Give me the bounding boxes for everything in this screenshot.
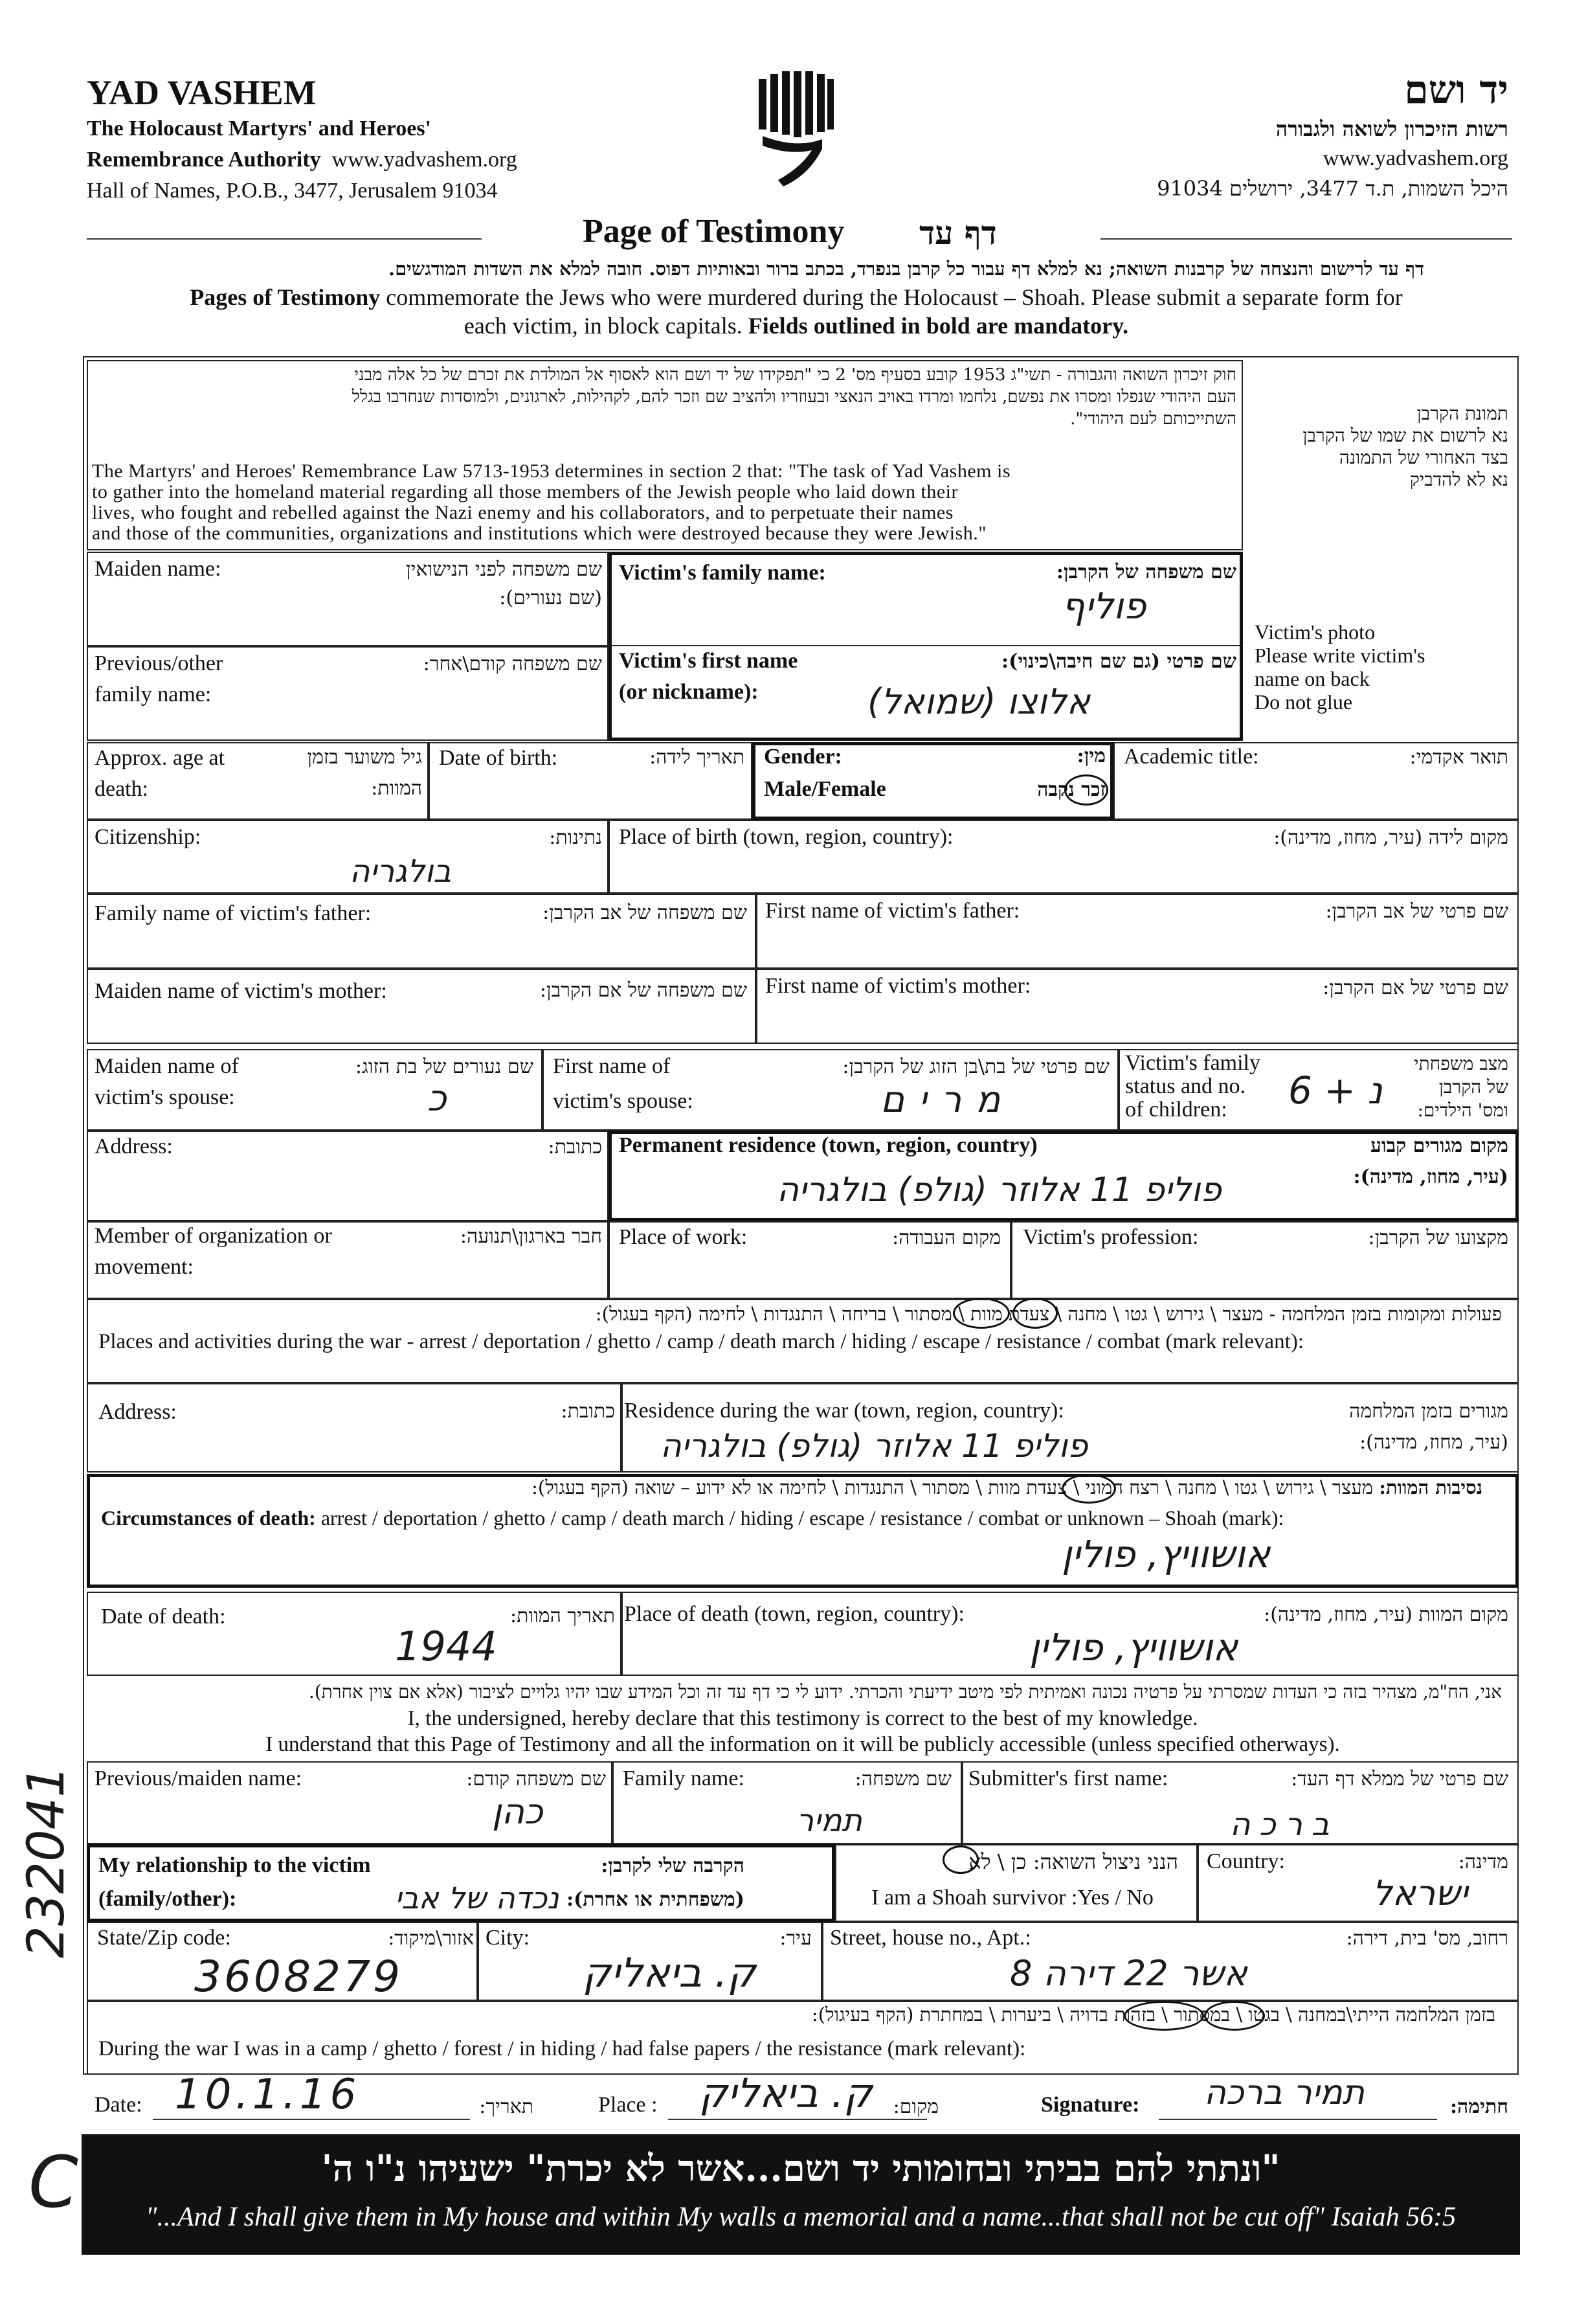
photo-en-3: name on back — [1255, 667, 1370, 690]
organization-label-2: movement: — [95, 1255, 194, 1279]
submitter-family-name-label: Family name: — [623, 1766, 744, 1790]
organization-label-1: Member of organization or — [95, 1224, 332, 1248]
form-title-he: דף עד — [919, 214, 997, 252]
father-first-label-he: שם פרטי של אב הקרבן: — [1325, 900, 1508, 923]
zip-value[interactable]: 3608279 — [194, 1952, 403, 2002]
dob-label: Date of birth: — [439, 746, 558, 770]
title-rule-right — [1100, 238, 1512, 240]
death-place-label: Place of death (town, region, country): — [624, 1602, 965, 1626]
permanent-residence-value[interactable]: פוליפ 11 אלוזר (גולפ) בולגריה — [777, 1171, 1222, 1210]
death-date-value[interactable]: 1944 — [395, 1623, 497, 1670]
father-first-label: First name of victim's father: — [765, 899, 1020, 923]
war-camp-circle[interactable] — [953, 1298, 1010, 1329]
war-activities-he: פעולות ומקומות בזמן המלחמה - מעצר \ גירוש \ גטו \ מחנה \ צעדת מוות \ מסתור \ בריחה \ התנגדות \ לחימה (הקף בעגול): — [595, 1303, 1502, 1325]
family-name-value[interactable]: פוליף — [1062, 585, 1146, 627]
mother-first-label: First name of victim's mother: — [765, 974, 1031, 998]
submitter-first-name-label-he: שם פרטי של ממלא דף העד: — [1291, 1768, 1508, 1790]
relationship-label-2: (family/other): — [98, 1887, 237, 1911]
age-label-2: death: — [95, 777, 149, 801]
photo-he-2: נא לרשום את שמו של הקרבן — [1302, 425, 1508, 446]
place-line — [668, 2119, 927, 2120]
street-label-he: רחוב, מס' בית, דירה: — [1346, 1927, 1508, 1950]
war-residence-label: Residence during the war (town, region, country): — [624, 1399, 1064, 1423]
place-value[interactable]: ק. ביאליק — [699, 2070, 873, 2117]
age-label-he-1: גיל משוער בזמן — [307, 746, 422, 769]
address-en: Hall of Names, P.O.B., 3477, Jerusalem 91034 — [87, 179, 498, 203]
spouse-first-label-2: victim's spouse: — [553, 1089, 693, 1113]
spouse-first-label-he: שם פרטי של בת\בן הזוג של הקרבן: — [842, 1055, 1110, 1078]
spouse-maiden-label-1: Maiden name of — [95, 1054, 239, 1078]
profession-label-he: מקצועו של הקרבן: — [1368, 1226, 1508, 1249]
country-label: Country: — [1207, 1849, 1285, 1873]
street-label: Street, house no., Apt.: — [830, 1926, 1031, 1950]
age-label-1: Approx. age at — [95, 746, 225, 770]
war-residence-label-he-2: (עיר, מחוז, מדינה): — [1359, 1431, 1508, 1454]
permanent-residence-label-he-1: מקום מגורים קבוע — [1370, 1134, 1508, 1157]
war-status-hiding-circle[interactable] — [1204, 2001, 1265, 2031]
mother-maiden-label: Maiden name of victim's mother: — [95, 979, 387, 1003]
footer-quote-en: "...And I shall give them in My house and within My walls a memorial and a name...that shall not be cut off" Isaiah 56:5 — [145, 2202, 1457, 2232]
relationship-label-he-2: (משפחתית או אחרת): — [566, 1888, 744, 1911]
maiden-name-label: Maiden name: — [95, 557, 221, 581]
gender-label-he-2: זכר נקבה — [1037, 778, 1106, 801]
family-status-value[interactable]: נ + 6 — [1288, 1068, 1383, 1112]
address-label-he: כתובת: — [548, 1136, 602, 1158]
signature-label-he: חתימה: — [1449, 2095, 1508, 2118]
death-circumstances-en: Circumstances of death: arrest / deportation / ghetto / camp / death march / hiding / escape / resistance / combat or unknown – Shoah (mark): — [101, 1506, 1284, 1529]
submitter-prev-name-label: Previous/maiden name: — [95, 1766, 302, 1790]
war-residence-value[interactable]: פוליפ 11 אלוזר (גולפ) בולגריה — [660, 1427, 1088, 1465]
workplace-label: Place of work: — [619, 1225, 748, 1249]
date-line — [153, 2119, 470, 2120]
citizenship-value[interactable]: בולגריה — [350, 853, 452, 890]
first-name-label-he: שם פרטי (גם שם חיבה\כינוי): — [1001, 650, 1236, 673]
country-label-he: מדינה: — [1458, 1851, 1508, 1873]
first-name-label-1: Victim's first name — [619, 649, 798, 673]
citizenship-label-he: נתינות: — [549, 826, 602, 849]
academic-title-label-he: תואר אקדמי: — [1409, 746, 1508, 769]
law-he-3: השתייכותם לעם היהודי". — [1070, 409, 1236, 429]
margin-letter: C — [28, 2141, 78, 2224]
academic-title-label: Academic title: — [1124, 745, 1259, 769]
authority-he: רשות הזיכרון לשואה ולגבורה — [1275, 117, 1508, 141]
gender-label-2: Male/Female — [764, 777, 886, 801]
address-he: היכל השמות, ת.ד 3477, ירושלים 91034 — [1157, 176, 1508, 201]
declaration-en-2: I understand that this Page of Testimony and all the information on it will be publicly accessible (unless specified otherways). — [265, 1733, 1340, 1756]
relationship-label-he-1: הקרבה שלי לקרבן: — [601, 1855, 744, 1877]
father-family-label-he: שם משפחה של אב הקרבן: — [542, 901, 747, 924]
place-label-he: מקום: — [893, 2095, 939, 2118]
city-value[interactable]: ק. ביאליק — [583, 1949, 756, 1996]
family-status-label-he-2: של הקרבן — [1438, 1076, 1508, 1098]
gender-male-circle[interactable] — [1064, 774, 1108, 806]
previous-name-label-1: Previous/other — [95, 651, 223, 675]
workplace-label-he: מקום העבודה: — [892, 1226, 1001, 1249]
signature-value[interactable]: תמיר ברכה — [1204, 2073, 1365, 2112]
declaration-he: אני, הח"מ, מצהיר בזה כי העדות שמסרתי על פרטיה נכונה ואמיתית לפי מיטב ידיעתי והכרתי. ידוע לי כי דף עד זה וכל המידע שבו יהיו גלויים לציבור (אלא אם צוין אחרת). — [308, 1681, 1502, 1702]
law-en-2: to gather into the homeland material regarding all those members of the Jewish people who laid down their — [92, 481, 958, 502]
intro-he: דף עד לרישום והנצחה של קרבנות השואה; נא למלא דף עבור כל קרבן בנפרד, בכתב ברור ובאותיות דפוס. חובה למלא את השדות המודגשים. — [388, 258, 1424, 280]
photo-en-4: Do not glue — [1255, 690, 1353, 714]
law-en-1: The Martyrs' and Heroes' Remembrance Law 5713-1953 determines in section 2 that: "The task of Yad Vashem is — [92, 460, 1011, 482]
spouse-maiden-label-2: victim's spouse: — [95, 1085, 235, 1109]
place-label: Place : — [598, 2093, 658, 2117]
permanent-residence-label: Permanent residence (town, region, country) — [619, 1133, 1038, 1157]
survivor-label-he: הנני ניצול השואה: כן \ לא — [968, 1849, 1178, 1874]
family-status-label-he-3: ומס' הילדים: — [1417, 1100, 1508, 1121]
zip-label-he: אזור\מיקוד: — [388, 1927, 474, 1950]
father-family-label: Family name of victim's father: — [95, 901, 372, 925]
date-label-he: תאריך: — [479, 2095, 533, 2118]
age-label-he-2: המוות: — [371, 777, 422, 800]
law-he-1: חוק זיכרון השואה והגבורה - תשי"ג 1953 קובע בסעיף מס' 2 כי "תפקידו של יד ושם הוא לאסוף אל המולדת את זכרם של כל אלה מבני — [354, 365, 1236, 385]
survivor-yes-circle[interactable] — [943, 1845, 979, 1874]
organization-label-he: חבר בארגון\תנועה: — [460, 1225, 602, 1248]
law-en-3: lives, who fought and rebelled against the Nazi enemy and his collaborators, and to perpetuate their names — [92, 502, 954, 523]
death-date-label-he: תאריך המוות: — [510, 1605, 615, 1627]
death-camp-circle[interactable] — [1062, 1474, 1116, 1504]
citizenship-label: Citizenship: — [95, 825, 201, 849]
street-value[interactable]: אשר 22 דירה 8 — [1010, 1953, 1247, 1994]
spouse-maiden-label-he: שם נעורים של בת הזוג: — [355, 1055, 533, 1078]
city-label: City: — [486, 1926, 530, 1950]
photo-en-1: Victim's photo — [1255, 620, 1376, 644]
death-place-label-he: מקום המוות (עיר, מחוז, מדינה): — [1264, 1603, 1508, 1626]
dob-label-he: תאריך לידה: — [649, 746, 744, 769]
submitter-family-name-value[interactable]: תמיר — [796, 1803, 862, 1839]
relationship-label-1: My relationship to the victim — [98, 1853, 371, 1877]
date-label: Date: — [95, 2093, 142, 2117]
photo-he-4: נא לא להדביק — [1409, 469, 1508, 490]
authority-line-2: Remembrance Authority www.yadvashem.org — [87, 148, 517, 172]
form-title-en: Page of Testimony — [583, 213, 845, 250]
birthplace-label: Place of birth (town, region, country): — [619, 825, 954, 849]
submitter-family-name-label-he: שם משפחה: — [854, 1768, 952, 1790]
family-status-label-2: status and no. — [1125, 1074, 1246, 1098]
death-place-value[interactable]: אושוויץ, פולין — [1029, 1625, 1238, 1669]
war-ghetto-circle[interactable] — [1012, 1298, 1058, 1329]
signature-label: Signature: — [1041, 2093, 1140, 2117]
submitter-first-name-label: Submitter's first name: — [968, 1766, 1168, 1790]
maiden-name-label-he: שם משפחה לפני הנישואין — [405, 558, 602, 581]
victim-name-divider — [609, 645, 1243, 646]
family-name-label-he: שם משפחה של הקרבן: — [1056, 561, 1236, 583]
footer-quote-he: "ונתתי להם בביתי ובחומותי יד ושם...אשר לא יכרת" ישעיהו נ"ו ה' — [321, 2147, 1280, 2190]
birthplace-label-he: מקום לידה (עיר, מחוז, מדינה): — [1273, 826, 1508, 849]
family-name-label: Victim's family name: — [619, 561, 826, 585]
submitter-war-status-he: בזמן המלחמה הייתי\במחנה \ בגטו \ במסתור \ בזהות בדויה \ ביערות \ במחתרת (הקף בעיגול): — [811, 2003, 1495, 2025]
intro-en-2: each victim, in block capitals. Fields outlined in bold are mandatory. — [464, 313, 1129, 339]
title-rule-left — [87, 238, 482, 240]
date-value[interactable]: 10.1.16 — [175, 2071, 361, 2119]
previous-name-label-2: family name: — [95, 683, 212, 706]
gender-label-he-1: מין: — [1077, 745, 1106, 767]
declaration-en-1: I, the undersigned, hereby declare that this testimony is correct to the best of my knowledge. — [407, 1707, 1198, 1730]
photo-he-1: תמונת הקרבן — [1416, 403, 1508, 424]
zip-label: State/Zip code: — [97, 1926, 231, 1950]
maiden-name-label-he-2: (שם נעורים): — [499, 587, 602, 609]
spouse-first-label-1: First name of — [553, 1054, 671, 1078]
country-value[interactable]: ישראל — [1372, 1873, 1468, 1913]
family-status-label-he-1: מצב משפחתי — [1414, 1053, 1508, 1074]
death-date-label: Date of death: — [101, 1605, 226, 1629]
spouse-maiden-value[interactable]: כ — [427, 1077, 447, 1120]
address-label: Address: — [95, 1134, 173, 1158]
mother-maiden-label-he: שם משפחה של אם הקרבן: — [539, 979, 747, 1002]
survivor-label-en: I am a Shoah survivor :Yes / No — [871, 1886, 1154, 1910]
website-he: www.yadvashem.org — [1323, 146, 1508, 170]
spouse-first-value[interactable]: מרים — [880, 1079, 1015, 1121]
family-status-label-1: Victim's family — [1125, 1051, 1260, 1075]
first-name-value[interactable]: אלוצו (שמואל) — [867, 681, 1090, 722]
profession-label: Victim's profession: — [1023, 1225, 1199, 1249]
photo-en-2: Please write victim's — [1255, 644, 1425, 667]
org-name-en: YAD VASHEM — [87, 73, 317, 112]
submitter-first-name-value[interactable]: ברכה — [1230, 1807, 1339, 1843]
submitter-prev-name-value[interactable]: כהן — [492, 1791, 543, 1832]
gender-label-1: Gender: — [764, 745, 842, 769]
war-status-false-papers-circle[interactable] — [1124, 2001, 1204, 2031]
law-en-4: and those of the communities, organizations and institutions which were destroyed because they were Jewish." — [92, 523, 987, 544]
family-status-label-3: of children: — [1125, 1098, 1227, 1122]
signature-line — [1159, 2119, 1437, 2120]
war-address-field[interactable] — [87, 1383, 621, 1472]
authority-line-1: The Holocaust Martyrs' and Heroes' — [87, 117, 431, 141]
war-activities-en: Places and activities during the war - arrest / deportation / ghetto / camp / death march / hiding / escape / resistance / combat (mark relevant): — [98, 1330, 1304, 1353]
submitter-war-status-en: During the war I was in a camp / ghetto / forest / in hiding / had false papers / the resistance (mark relevant): — [98, 2037, 1026, 2060]
margin-id-number: 232041 — [17, 1765, 76, 1958]
war-address-label: Address: — [98, 1400, 177, 1424]
yad-vashem-logo — [757, 71, 835, 188]
submitter-prev-name-label-he: שם משפחה קודם: — [466, 1768, 606, 1790]
intro-en-1: Pages of Testimony commemorate the Jews who were murdered during the Holocaust – Shoah. Please submit a separate form for — [190, 284, 1403, 310]
death-circumstances-value[interactable]: אושוויץ, פולין — [1062, 1532, 1271, 1576]
law-he-2: העם היהודי שנפלו ומסרו את נפשם, נלחמו ומרדו באויב הנאצי ובעוזריו ולהציב שם וזכר להם, לקהילות, לארגונים, ולמוסדות שנחרבו בגלל — [352, 387, 1236, 407]
mother-first-label-he: שם פרטי של אם הקרבן: — [1323, 976, 1508, 999]
death-circumstances-he: נסיבות המוות: מעצר \ גירוש \ גטו \ מחנה \ רצח המוני \ צעדת מוות \ מסתור \ התנגדות \ לחימה או לא ידוע – שואה (הקף בעגול): — [531, 1476, 1482, 1498]
relationship-value[interactable]: נכדה של אבי — [395, 1880, 559, 1915]
permanent-residence-label-he-2: (עיר, מחוז, מדינה): — [1353, 1166, 1508, 1188]
previous-name-label-he: שם משפחה קודם\אחר: — [423, 653, 602, 675]
city-label-he: עיר: — [779, 1927, 812, 1950]
war-address-label-he: כתובת: — [561, 1400, 615, 1423]
first-name-label-2: (or nickname): — [619, 680, 759, 704]
org-name-he: יד ושם — [1404, 67, 1508, 113]
photo-he-3: בצד האחורי של התמונה — [1339, 447, 1508, 468]
war-residence-label-he-1: מגורים בזמן המלחמה — [1349, 1400, 1508, 1423]
